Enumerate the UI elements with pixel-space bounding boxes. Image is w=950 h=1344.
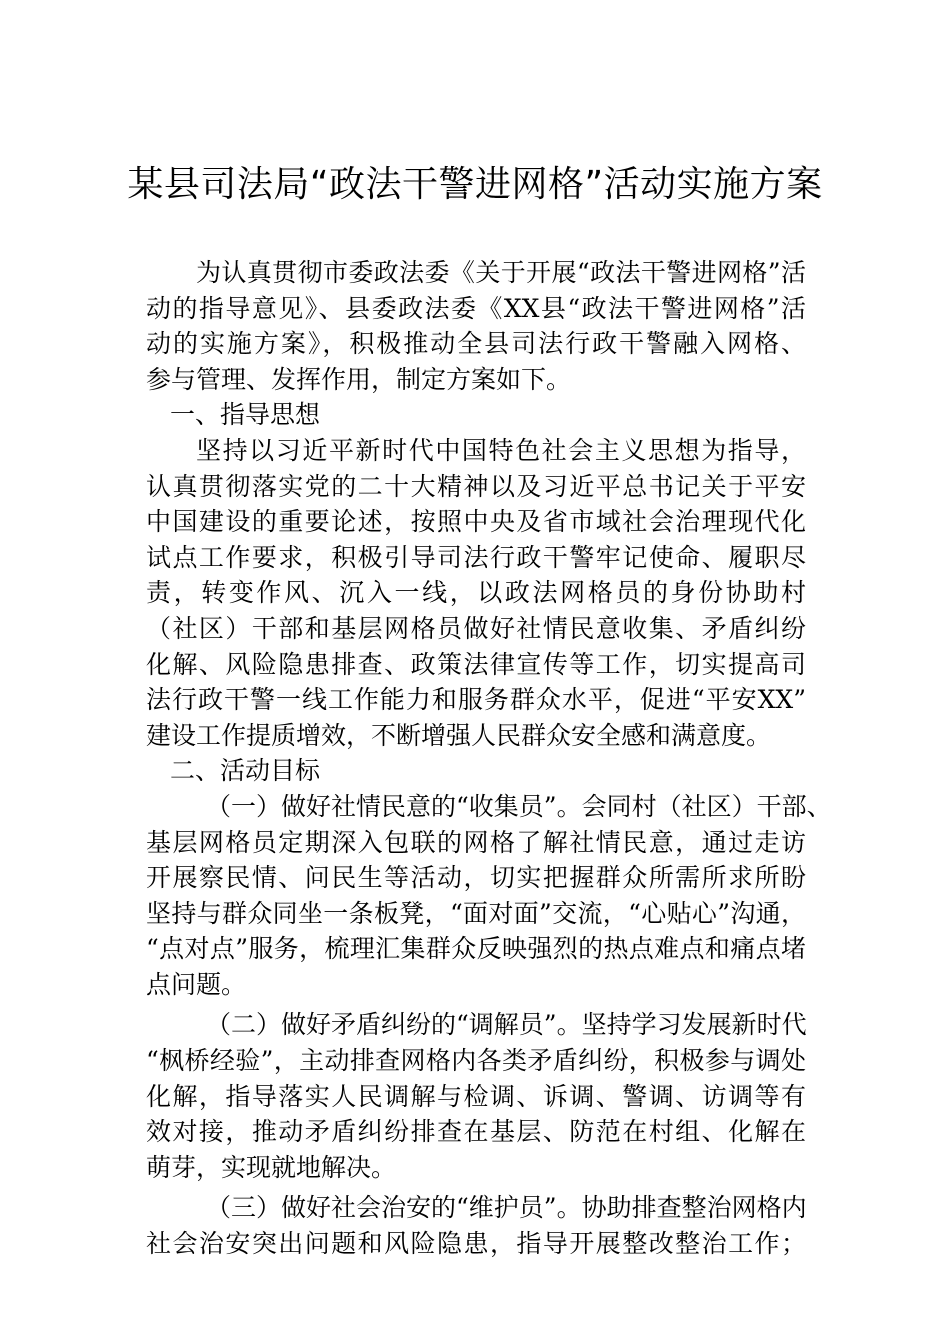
paragraph-line: （二）做好矛盾纠纷的“调解员”。坚持学习发展新时代 [206,1010,807,1040]
section-heading-activity-goals: 二、活动目标 [170,756,321,786]
document-title: 某县司法局“政法干警进网格”活动实施方案 [127,164,823,205]
paragraph-line: 中国建设的重要论述，按照中央及省市域社会治理现代化 [146,507,806,537]
paragraph-line: 化解、风险隐患排查、政策法律宣传等工作，切实提高司 [146,649,806,679]
paragraph-line: “枫桥经验”，主动排查网格内各类矛盾纠纷，积极参与调处 [146,1046,806,1076]
paragraph-line: （一）做好社情民意的“收集员”。会同村（社区）干部、 [206,791,832,821]
paragraph-line: 化解，指导落实人民调解与检调、诉调、警调、访调等有 [146,1081,806,1111]
paragraph-line: 点问题。 [146,969,247,999]
intro-line: 动的实施方案》，积极推动全县司法行政干警融入网格、 [146,329,806,359]
intro-line: 参与管理、发挥作用，制定方案如下。 [146,364,572,394]
intro-line: 为认真贯彻市委政法委《关于开展“政法干警进网格”活 [196,258,806,287]
paragraph-line: 建设工作提质增效，不断增强人民群众安全感和满意度。 [146,720,772,750]
paragraph-line: （三）做好社会治安的“维护员”。协助排查整治网格内 [206,1193,807,1223]
paragraph-line: （社区）干部和基层网格员做好社情民意收集、矛盾纠纷 [146,613,806,643]
paragraph-line: 责，转变作风、沉入一线，以政法网格员的身份协助村 [146,578,806,608]
intro-line: 动的指导意见》、县委政法委《XX县“政法干警进网格”活 [146,293,806,323]
paragraph-line: 试点工作要求，积极引导司法行政干警牢记使命、履职尽 [146,542,806,572]
paragraph-line: 基层网格员定期深入包联的网格了解社情民意，通过走访 [146,827,806,857]
paragraph-line: 开展察民情、问民生等活动，切实把握群众所需所求所盼 [146,863,806,893]
paragraph-line: 效对接，推动矛盾纠纷排查在基层、防范在村组、化解在 [146,1117,806,1147]
paragraph-line: 坚持以习近平新时代中国特色社会主义思想为指导， [196,435,806,465]
paragraph-line: 坚持与群众同坐一条板凳，“面对面”交流，“心贴心”沟通， [146,898,806,928]
paragraph-line: 法行政干警一线工作能力和服务群众水平，促进“平安XX” [146,685,806,715]
paragraph-line: 萌芽，实现就地解决。 [146,1152,397,1182]
paragraph-line: “点对点”服务，梳理汇集群众反映强烈的热点难点和痛点堵 [146,934,806,964]
paragraph-line: 社会治安突出问题和风险隐患，指导开展整改整治工作； [146,1229,806,1259]
document-body [146,255,832,1262]
paragraph-line: 认真贯彻落实党的二十大精神以及习近平总书记关于平安 [146,471,806,501]
section-heading-guiding-thought: 一、指导思想 [170,400,321,430]
